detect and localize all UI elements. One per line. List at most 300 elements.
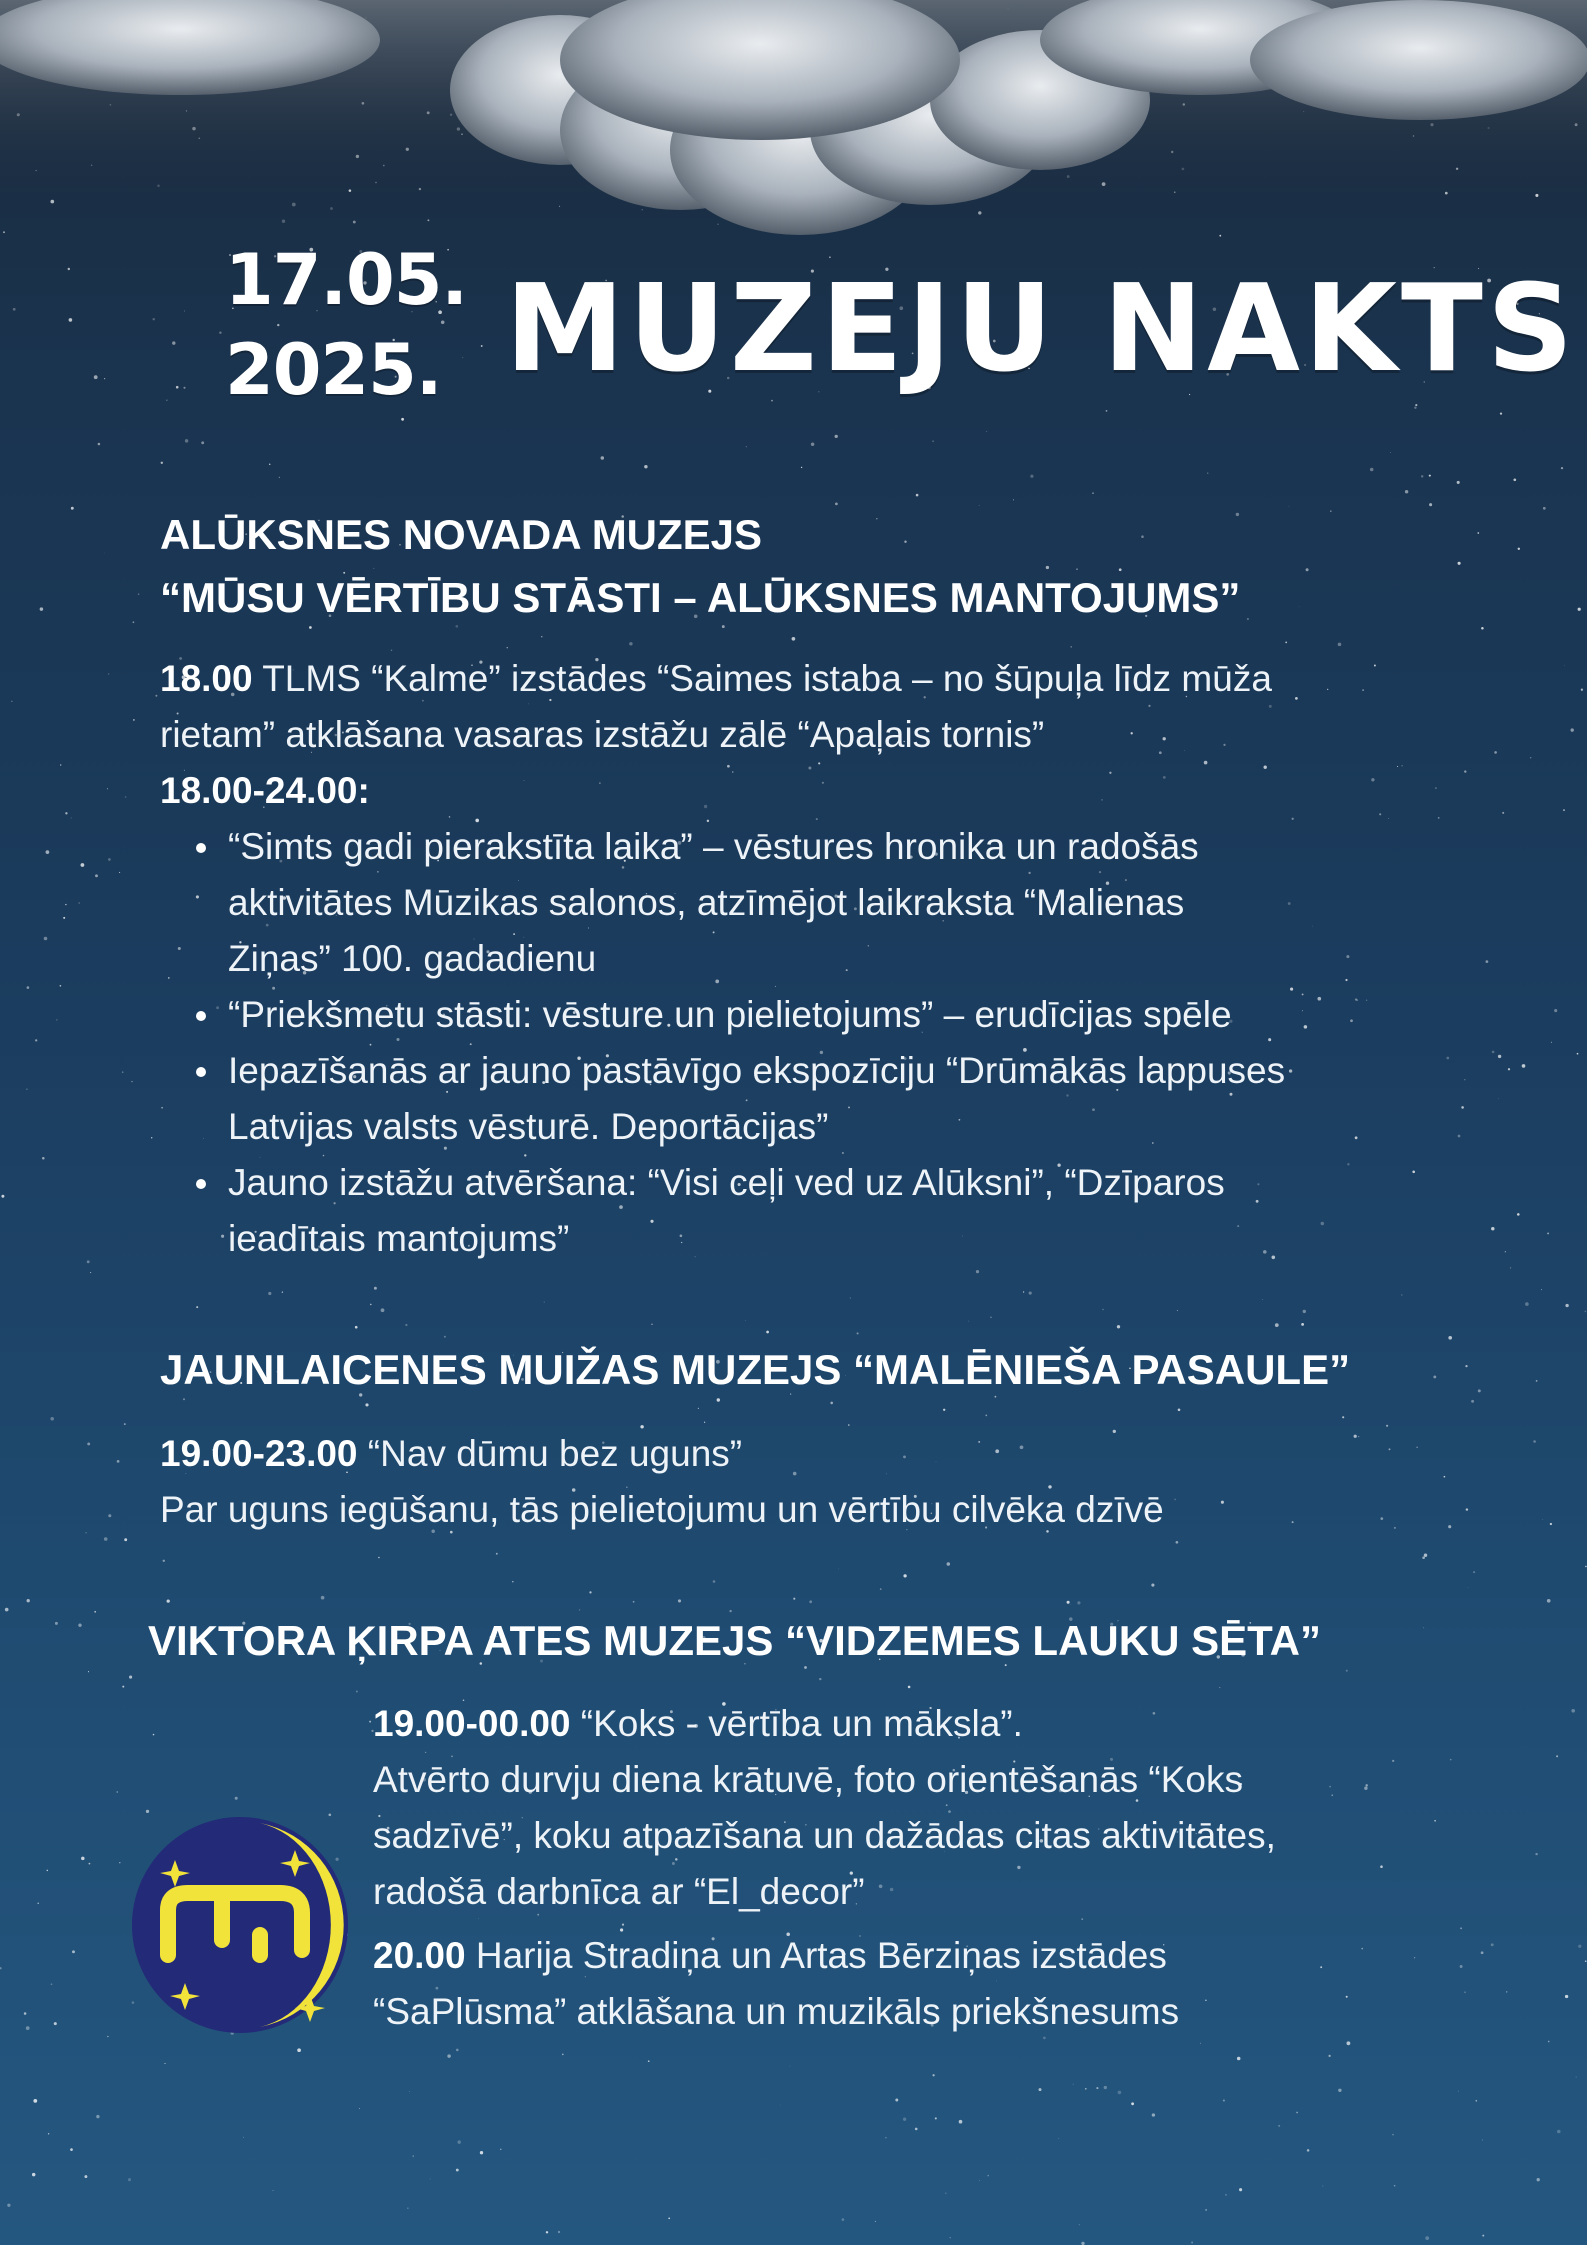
star-dot (183, 387, 185, 389)
star-dot (1020, 1445, 1024, 1449)
star-dot (5, 1608, 9, 1612)
star-dot (1535, 1853, 1537, 1855)
section-ate-title: VIKTORA ĶIRPA ATES MUZEJS “VIDZEMES LAUKU SĒTA” (148, 1617, 1321, 1664)
star-dot (1264, 766, 1267, 769)
star-dot (1478, 1389, 1481, 1392)
event-description: Harija Stradiņa un Artas Bērziņas izstādes (465, 1935, 1167, 1976)
star-dot (131, 1081, 132, 1082)
star-dot (94, 1611, 96, 1613)
star-dot (589, 1591, 591, 1593)
star-dot (235, 1797, 238, 1800)
star-dot (374, 1287, 377, 1290)
star-dot (1460, 1965, 1463, 1968)
star-dot (1530, 757, 1531, 758)
star-dot (297, 2048, 301, 2052)
star-dot (1561, 467, 1563, 469)
star-dot (108, 858, 111, 861)
star-dot (1307, 2149, 1310, 2152)
star-dot (1221, 1501, 1224, 1504)
star-dot (1152, 2113, 1155, 2116)
section-alksne-event1-line2: rietam” atklāšana vasaras izstāžu zālē “Apaļais tornis” (160, 714, 1045, 755)
star-dot (1371, 778, 1374, 781)
star-dot (1498, 1055, 1501, 1058)
star-dot (1414, 1957, 1415, 1958)
star-dot (46, 850, 50, 854)
section-jaunlaicene-event (160, 1426, 742, 1482)
star-dot (108, 673, 109, 674)
event-description: “Koks - vērtība un māksla”. (570, 1703, 1023, 1744)
star-dot (1118, 2091, 1122, 2095)
star-dot (1394, 2185, 1396, 2187)
star-dot (401, 418, 404, 421)
star-dot (801, 467, 802, 468)
star-dot (409, 2091, 410, 2092)
section-ate-event1-line4: radošā darbnīca ar “El_decor” (373, 1871, 865, 1912)
star-dot (1466, 1508, 1468, 1510)
star-dot (633, 1601, 635, 1603)
star-dot (704, 805, 707, 808)
star-dot (69, 318, 73, 322)
star-dot (1085, 2088, 1087, 2090)
star-dot (1320, 1966, 1322, 1968)
star-dot (1030, 475, 1033, 478)
star-dot (1350, 1019, 1353, 1022)
star-dot (943, 1409, 945, 1411)
star-dot (644, 465, 647, 468)
star-dot (1163, 737, 1166, 740)
star-dot (185, 439, 188, 442)
star-dot (243, 2137, 244, 2138)
star-dot (1365, 1784, 1367, 1786)
star-dot (1464, 1991, 1466, 1993)
star-dot (1247, 618, 1249, 620)
star-dot (1342, 1416, 1344, 1418)
star-dot (729, 1610, 731, 1612)
star-dot (1151, 1584, 1154, 1587)
list-item-line: ieadītais mantojums” (228, 1218, 570, 1259)
star-dot (279, 477, 280, 478)
star-dot (89, 1863, 91, 1865)
list-item-line: Iepazīšanās ar jauno pastāvīgo ekspozīciju “Drūmākās lappuses (228, 1050, 1286, 1091)
star-dot (1392, 2134, 1394, 2136)
star-dot (413, 2155, 414, 2156)
star-dot (1415, 404, 1417, 406)
star-dot (1177, 1310, 1178, 1311)
star-dot (1565, 1995, 1568, 1998)
star-dot (857, 1332, 859, 1334)
star-dot (1571, 728, 1574, 731)
star-dot (819, 1678, 821, 1680)
star-dot (622, 1924, 624, 1926)
star-dot (407, 2208, 408, 2209)
star-dot (1219, 1687, 1220, 1688)
star-dot (1494, 751, 1497, 754)
star-dot (1422, 1556, 1425, 1559)
star-dot (717, 1398, 720, 1401)
star-dot (176, 386, 179, 389)
star-dot (68, 268, 70, 270)
section-alksne-event2-time (160, 763, 370, 819)
star-dot (1585, 1566, 1586, 1567)
star-dot (1476, 2100, 1478, 2102)
star-dot (1506, 1991, 1507, 1992)
star-dot (85, 1532, 86, 1533)
star-dot (1477, 532, 1479, 534)
star-dot (890, 1888, 894, 1892)
star-dot (1330, 510, 1332, 512)
star-dot (1554, 1009, 1557, 1012)
star-dot (1525, 1302, 1529, 1306)
star-dot (104, 1537, 108, 1541)
star-dot (811, 443, 815, 447)
star-dot (903, 2118, 906, 2121)
star-dot (979, 2180, 980, 2181)
star-dot (1302, 993, 1304, 995)
star-dot (449, 816, 451, 818)
star-dot (138, 594, 139, 595)
star-dot (1522, 1064, 1526, 1068)
star-dot (1510, 1267, 1511, 1268)
star-dot (1571, 1709, 1575, 1713)
list-item (160, 819, 1285, 987)
star-dot (727, 765, 730, 768)
star-dot (37, 1902, 39, 1904)
star-dot (1421, 475, 1423, 477)
star-dot (1412, 1171, 1415, 1174)
star-dot (959, 2120, 963, 2124)
star-dot (1386, 1425, 1388, 1427)
star-dot (1176, 1541, 1179, 1544)
star-dot (1109, 772, 1111, 774)
event-description: “Nav dūmu bez uguns” (357, 1433, 743, 1474)
star-dot (1304, 1025, 1308, 1029)
star-dot (133, 719, 135, 721)
star-dot (1288, 902, 1291, 905)
star-dot (936, 1461, 937, 1462)
star-dot (1547, 1599, 1551, 1603)
star-dot (668, 2217, 670, 2219)
star-dot (1471, 1400, 1474, 1403)
star-dot (876, 518, 877, 519)
star-dot (24, 2012, 27, 2015)
star-dot (1327, 689, 1328, 690)
event-date-year: 2025. (225, 329, 442, 411)
star-dot (704, 1422, 705, 1423)
star-dot (1389, 1448, 1391, 1450)
star-dot (365, 1403, 368, 1406)
star-dot (457, 2140, 460, 2143)
star-dot (125, 796, 127, 798)
star-dot (1498, 1098, 1499, 1099)
star-dot (155, 695, 157, 697)
star-dot (1289, 506, 1290, 507)
star-dot (1200, 2043, 1201, 2044)
star-dot (13, 308, 16, 311)
star-dot (151, 1137, 152, 1138)
star-dot (808, 767, 811, 770)
star-dot (886, 1474, 887, 1475)
star-dot (1576, 2077, 1577, 2078)
star-dot (629, 642, 632, 645)
star-dot (1416, 1447, 1417, 1448)
star-dot (164, 2063, 165, 2064)
star-dot (55, 1622, 58, 1625)
star-dot (71, 507, 74, 510)
star-dot (87, 1442, 90, 1445)
star-dot (1448, 1525, 1451, 1528)
star-dot (124, 1423, 126, 1425)
star-dot (1557, 2130, 1561, 2134)
star-dot (546, 2231, 548, 2233)
star-dot (56, 1019, 57, 1020)
star-dot (838, 1569, 839, 1570)
star-dot (1543, 507, 1546, 510)
star-dot (1502, 812, 1504, 814)
star-dot (104, 378, 105, 379)
star-dot (33, 2099, 37, 2103)
star-dot (172, 341, 175, 344)
star-dot (456, 2049, 459, 2052)
star-dot (875, 2221, 876, 2222)
star-dot (1392, 1760, 1394, 1762)
star-dot (108, 1514, 111, 1517)
list-item (160, 1043, 1285, 1155)
star-dot (790, 2066, 791, 2067)
star-dot (1397, 766, 1398, 767)
star-dot (1548, 2041, 1550, 2043)
section-jaunlaicene-event-line2: Par uguns iegūšanu, tās pielietojumu un vērtību cilvēka dzīvē (160, 1489, 1164, 1530)
star-dot (678, 1599, 681, 1602)
star-dot (1355, 1136, 1358, 1139)
star-dot (1225, 2194, 1226, 2195)
star-dot (27, 986, 30, 989)
star-dot (50, 1417, 54, 1421)
star-dot (903, 1574, 906, 1577)
event-description: TLMS “Kalme” izstādes “Saimes istaba – no šūpuļa līdz mūža (252, 658, 1272, 699)
star-dot (950, 2237, 951, 2238)
star-dot (27, 1599, 30, 1602)
star-dot (1461, 1106, 1464, 1109)
star-dot (1295, 697, 1298, 700)
section-alksne-event1 (160, 651, 1272, 707)
list-item-line: Jauno izstāžu atvēršana: “Visi ceļi ved uz Alūksni”, “Dzīparos (228, 1162, 1225, 1203)
star-dot (908, 1686, 911, 1689)
star-dot (732, 771, 733, 772)
star-dot (1077, 1601, 1080, 1604)
star-dot (880, 1588, 882, 1590)
star-dot (1354, 1435, 1357, 1438)
star-dot (1464, 770, 1466, 772)
star-dot (932, 441, 933, 442)
star-dot (1380, 1517, 1383, 1520)
star-dot (119, 872, 120, 873)
star-dot (124, 1538, 127, 1541)
star-dot (1517, 1213, 1520, 1216)
star-dot (378, 1557, 380, 1559)
star-dot (1425, 2236, 1429, 2240)
star-dot (651, 1324, 652, 1325)
event-date-day: 17.05. (225, 239, 468, 321)
list-item (160, 987, 1285, 1043)
star-dot (128, 2178, 131, 2181)
star-dot (1448, 1336, 1452, 1340)
star-dot (1585, 1960, 1587, 1962)
cloud-icon (0, 0, 1587, 260)
star-dot (1394, 1527, 1396, 1529)
star-dot (915, 2128, 918, 2131)
star-dot (1275, 1323, 1279, 1327)
section-alksne-title-line2: “MŪSU VĒRTĪBU STĀSTI – ALŪKSNES MANTOJUMS” (160, 574, 1241, 621)
star-dot (1106, 410, 1108, 412)
event-time: 19.00-00.00 (373, 1703, 571, 1744)
star-dot (985, 1415, 987, 1417)
star-dot (885, 2137, 887, 2139)
star-dot (771, 400, 773, 402)
star-dot (1321, 1222, 1325, 1226)
star-dot (359, 2108, 360, 2109)
star-dot (96, 2115, 99, 2118)
star-dot (1096, 2087, 1098, 2089)
star-dot (1578, 608, 1581, 611)
section-alksne-activity-list (160, 819, 1285, 1267)
star-dot (1355, 998, 1357, 1000)
star-dot (1017, 1866, 1020, 1869)
star-dot (282, 1291, 283, 1292)
star-dot (1104, 2086, 1107, 2089)
star-dot (1405, 490, 1408, 493)
star-dot (1505, 1251, 1506, 1252)
star-dot (444, 1336, 446, 1338)
star-dot (269, 464, 271, 466)
star-dot (1388, 818, 1389, 819)
star-dot (60, 985, 62, 987)
star-dot (793, 1472, 797, 1476)
star-dot (26, 1088, 28, 1090)
star-dot (780, 2105, 781, 2106)
star-dot (1290, 988, 1293, 991)
section-alksne-title-line1: ALŪKSNES NOVADA MUZEJS (160, 511, 763, 558)
star-dot (1092, 492, 1093, 493)
star-dot (63, 917, 65, 919)
star-dot (1542, 1519, 1543, 1520)
star-dot (1457, 481, 1460, 484)
star-dot (1046, 566, 1049, 569)
star-dot (11, 701, 12, 702)
star-dot (90, 1272, 91, 1273)
star-dot (81, 863, 85, 867)
star-dot (935, 2117, 937, 2119)
star-dot (153, 1734, 155, 1736)
star-dot (1541, 1289, 1542, 1290)
star-dot (976, 1270, 979, 1273)
star-dot (1079, 2224, 1080, 2225)
star-dot (381, 1308, 385, 1312)
star-dot (356, 1690, 358, 1692)
star-dot (1178, 1408, 1181, 1411)
star-dot (122, 1071, 124, 1073)
star-dot (26, 2026, 30, 2030)
star-dot (1236, 513, 1239, 516)
star-dot (1401, 1294, 1402, 1295)
star-dot (167, 1599, 170, 1602)
star-dot (746, 446, 747, 447)
star-dot (1237, 2057, 1241, 2061)
star-dot (1278, 2125, 1280, 2127)
star-dot (1458, 1135, 1461, 1138)
star-dot (184, 311, 185, 312)
star-dot (904, 540, 906, 542)
star-dot (48, 2133, 49, 2134)
star-dot (35, 1039, 37, 1041)
star-dot (98, 443, 101, 446)
star-dot (947, 1562, 951, 1566)
star-dot (978, 1441, 980, 1443)
star-dot (60, 764, 61, 765)
star-dot (1346, 1670, 1348, 1672)
star-dot (1303, 1310, 1306, 1313)
star-dot (835, 435, 838, 438)
star-dot (895, 2099, 898, 2102)
star-dot (1433, 1375, 1436, 1378)
star-dot (163, 1560, 165, 1562)
star-dot (1301, 1323, 1304, 1326)
star-dot (219, 332, 221, 334)
star-dot (1581, 689, 1583, 691)
star-dot (374, 568, 375, 569)
star-dot (95, 874, 98, 877)
star-dot (1067, 1601, 1070, 1604)
list-item-line: Latvijas valsts vēsturē. Deportācijas” (228, 1106, 829, 1147)
star-dot (70, 2148, 73, 2151)
star-dot (94, 375, 98, 379)
star-dot (1039, 2088, 1042, 2091)
star-dot (1223, 2099, 1225, 2101)
star-dot (1423, 1627, 1424, 1628)
star-dot (1374, 665, 1376, 667)
event-time: 20.00 (373, 1935, 466, 1976)
star-dot (1071, 646, 1072, 647)
star-dot (1338, 2089, 1341, 2092)
star-dot (1306, 568, 1309, 571)
star-dot (369, 1721, 371, 1723)
star-dot (1458, 562, 1461, 565)
star-dot (72, 1950, 75, 1953)
star-dot (1513, 478, 1516, 481)
star-dot (1029, 1292, 1032, 1295)
star-dot (447, 2054, 450, 2057)
star-dot (32, 2173, 35, 2176)
star-dot (273, 2190, 274, 2191)
star-dot (1370, 468, 1374, 472)
section-ate-event1 (373, 1696, 1023, 1752)
star-dot (1379, 813, 1381, 815)
star-dot (88, 1671, 89, 1672)
star-dot (1347, 1163, 1349, 1165)
star-dot (1361, 1948, 1363, 1950)
star-dot (1450, 1759, 1452, 1761)
star-dot (1577, 1053, 1579, 1055)
star-dot (1346, 955, 1349, 958)
star-dot (430, 2178, 431, 2179)
star-dot (601, 456, 604, 459)
star-dot (456, 2169, 459, 2172)
star-dot (1204, 761, 1208, 765)
star-dot (1289, 1069, 1292, 1072)
star-dot (119, 1862, 120, 1863)
star-dot (1358, 1436, 1359, 1437)
star-dot (1102, 1309, 1103, 1310)
star-dot (1460, 1927, 1462, 1929)
